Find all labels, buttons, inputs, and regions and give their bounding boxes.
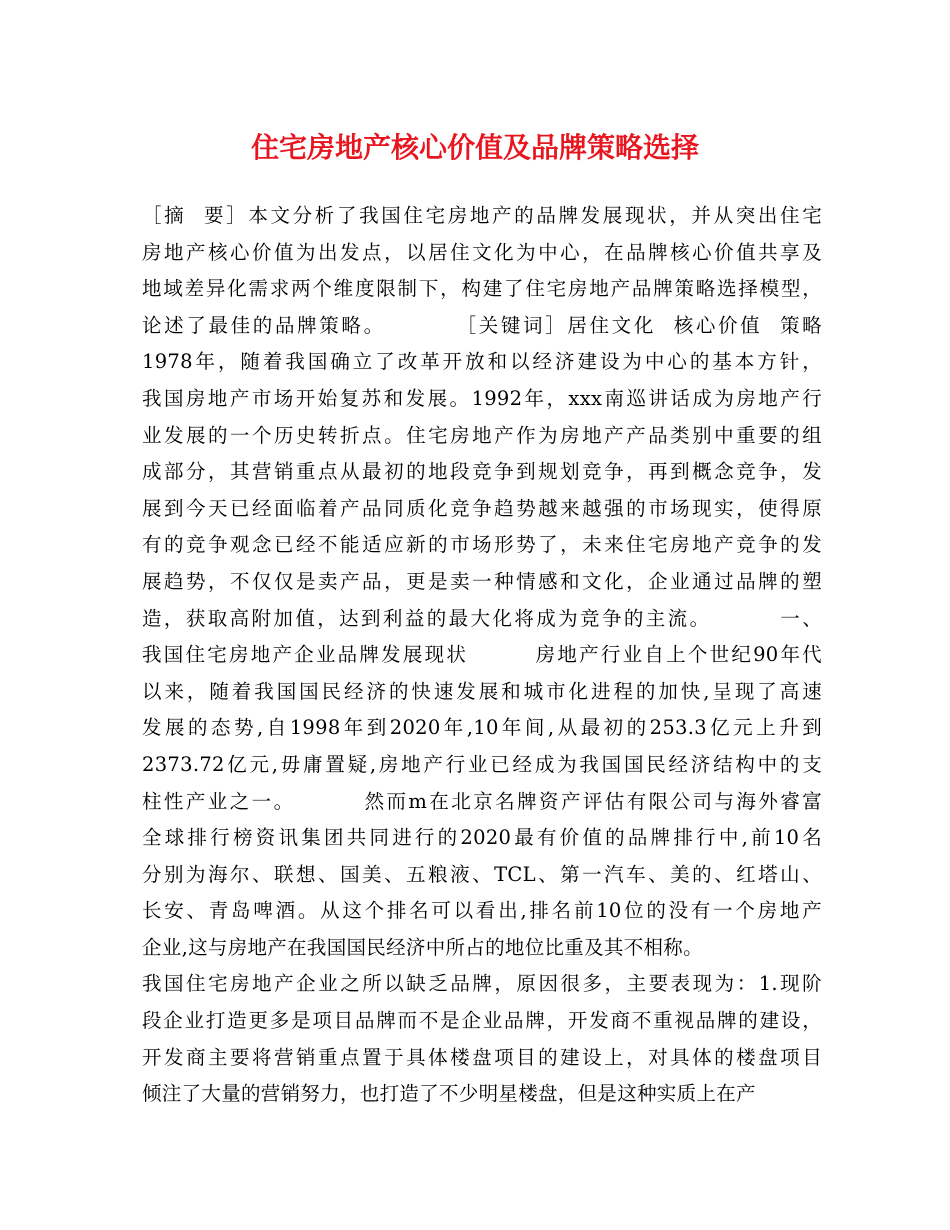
body-text-line: 有的竞争观念已经不能适应新的市场形势了，未来住宅房地产竞争的发 — [142, 533, 822, 557]
body-text-line: 柱性产业之一。 然而m在北京名牌资产评估有限公司与海外睿富 — [142, 789, 822, 813]
body-text-line: 我国房地产市场开始复苏和发展。1992年，xxx南巡讲话成为房地产行 — [142, 386, 822, 410]
document-body — [142, 198, 822, 1113]
body-text-line: 企业,这与房地产在我国国民经济中所占的地位比重及其不相称。 — [142, 935, 703, 959]
body-text-line: 段企业打造更多是项目品牌而不是企业品牌，开发商不重视品牌的建设， — [142, 1009, 822, 1033]
body-text-line: 业发展的一个历史转折点。住宅房地产作为房地产产品类别中重要的组 — [142, 423, 822, 447]
body-text-line: 分别为海尔、联想、国美、五粮液、TCL、第一汽车、美的、红塔山、 — [142, 862, 822, 886]
body-text-line: 全球排行榜资讯集团共同进行的2020最有价值的品牌排行中,前10名 — [142, 826, 822, 850]
body-text-line: 房地产核心价值为出发点，以居住文化为中心，在品牌核心价值共享及 — [142, 240, 822, 264]
body-text-line: 长安、青岛啤酒。从这个排名可以看出,排名前10位的没有一个房地产 — [142, 899, 822, 923]
body-text-line: 展趋势，不仅仅是卖产品，更是卖一种情感和文化，企业通过品牌的塑 — [142, 569, 822, 593]
body-text-line: 造，获取高附加值，达到利益的最大化将成为竞争的主流。 一、 — [142, 606, 822, 630]
body-text-line: 开发商主要将营销重点置于具体楼盘项目的建设上，对具体的楼盘项目 — [142, 1045, 822, 1069]
body-text-line: 成部分，其营销重点从最初的地段竞争到规划竞争，再到概念竞争，发 — [142, 460, 822, 484]
body-text-line: 2373.72亿元,毋庸置疑,房地产行业已经成为我国国民经济结构中的支 — [142, 752, 822, 776]
body-text-line: 1978年，随着我国确立了改革开放和以经济建设为中心的基本方针， — [142, 350, 822, 374]
document-title: 住宅房地产核心价值及品牌策略选择 — [250, 131, 699, 164]
body-text-line: 发展的态势,自1998年到2020年,10年间,从最初的253.3亿元上升到 — [142, 716, 822, 740]
body-text-line: 地域差异化需求两个维度限制下，构建了住宅房地产品牌策略选择模型， — [142, 277, 822, 301]
body-text-line: 我国住宅房地产企业之所以缺乏品牌，原因很多，主要表现为：1.现阶 — [142, 972, 822, 996]
body-text-line: ［摘 要］本文分析了我国住宅房地产的品牌发展现状，并从突出住宅 — [142, 204, 822, 227]
body-text-line: 倾注了大量的营销努力，也打造了不少明星楼盘，但是这种实质上在产 — [142, 1082, 756, 1106]
body-text-line: 以来，随着我国国民经济的快速发展和城市化进程的加快,呈现了高速 — [142, 679, 822, 703]
body-text-line: 我国住宅房地产企业品牌发展现状 房地产行业自上个世纪90年代 — [142, 643, 822, 667]
body-text-line: 展到今天已经面临着产品同质化竞争趋势越来越强的市场现实，使得原 — [142, 496, 822, 520]
body-text-line: 论述了最佳的品牌策略。 ［关键词］居住文化 核心价值 策略 — [142, 313, 822, 337]
